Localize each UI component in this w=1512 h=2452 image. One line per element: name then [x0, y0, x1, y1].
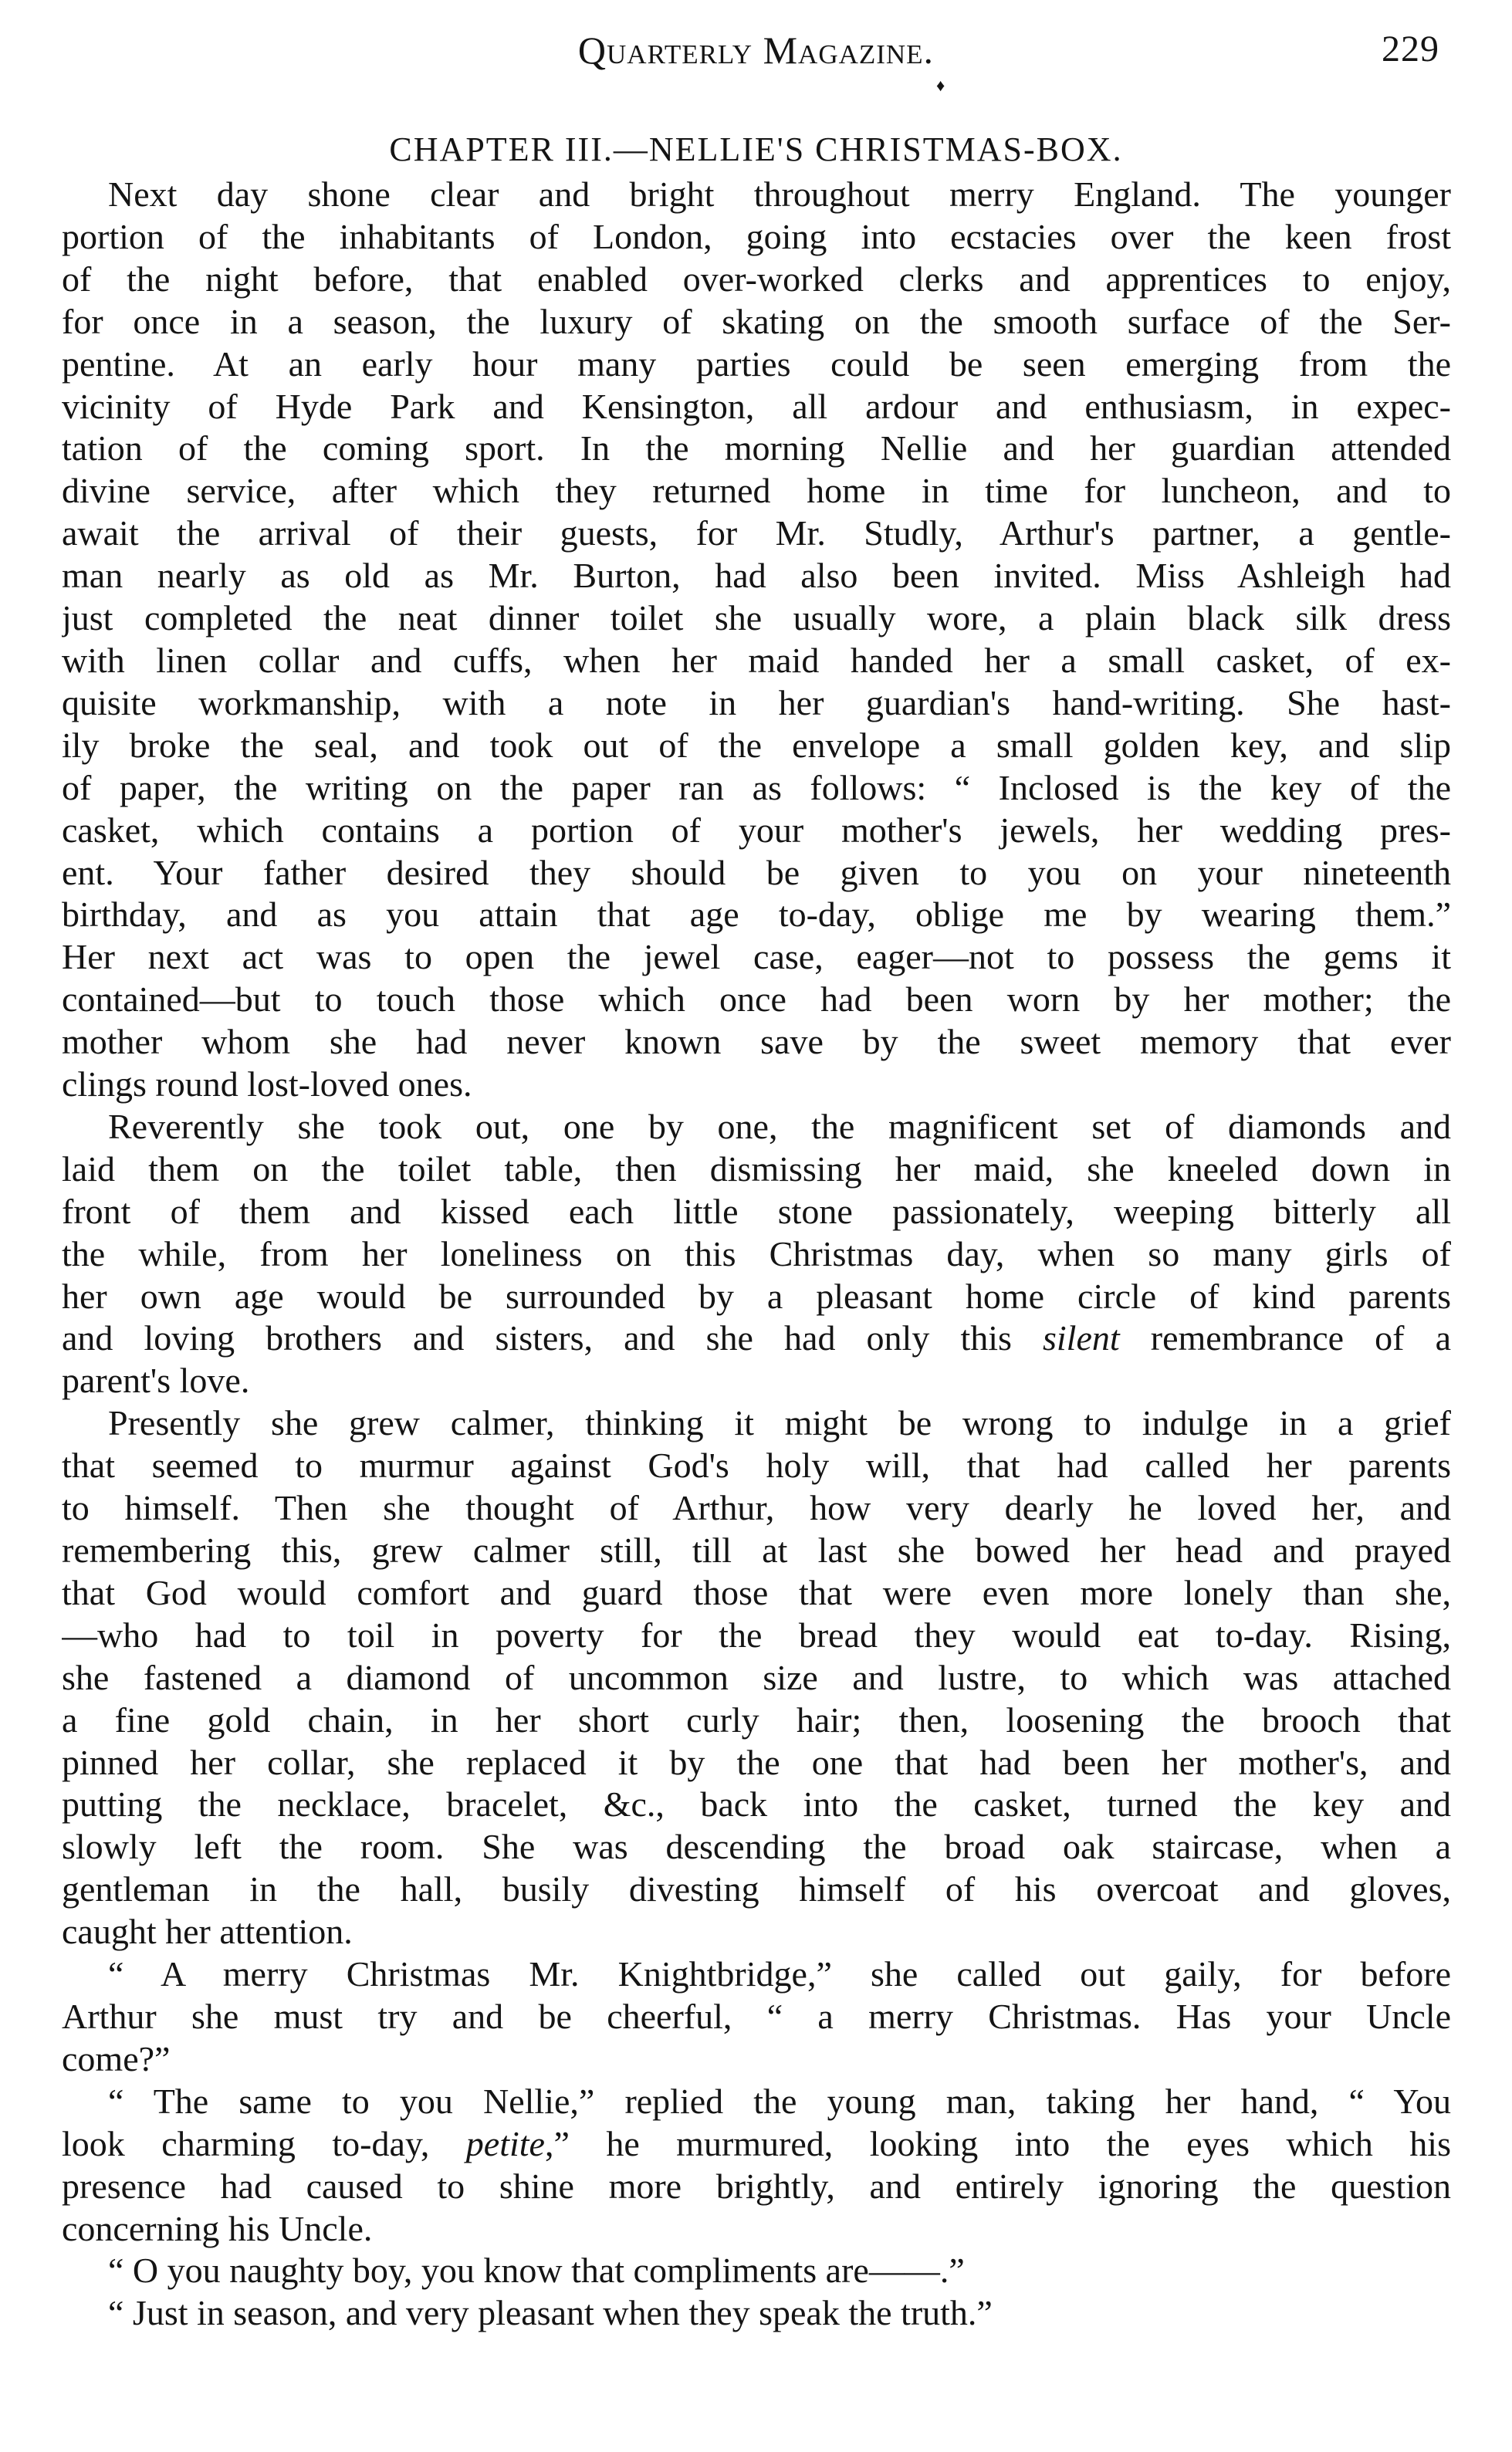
text-line: Next day shone clear and bright throughout merry England. The younger: [108, 174, 1451, 214]
text-line: front of them and kissed each little stone passionately, weeping bitterly all: [62, 1191, 1451, 1231]
text-line: concerning his Uncle.: [62, 2208, 373, 2248]
text-line: clings round lost-loved ones.: [62, 1064, 472, 1104]
text-line: gentleman in the hall, busily divesting himself of his overcoat and gloves,: [62, 1869, 1451, 1909]
text-line: tation of the coming sport. In the morning Nellie and her guardian attended: [62, 428, 1451, 468]
text-run: remembrance of a: [1119, 1318, 1451, 1358]
paragraph-4: [62, 1953, 1451, 2081]
text-line: laid them on the toilet table, then dismissing her maid, she kneeled down in: [62, 1148, 1451, 1189]
text-line: to himself. Then she thought of Arthur, how very dearly he loved her, and: [62, 1488, 1451, 1528]
text-line: slowly left the room. She was descending the broad oak staircase, when a: [62, 1827, 1451, 1867]
chapter-heading: CHAPTER III.—NELLIE'S CHRISTMAS-BOX.: [389, 130, 1123, 168]
paragraph-5: [62, 2081, 1451, 2251]
text-line: casket, which contains a portion of your mother's jewels, her wedding pres-: [62, 810, 1451, 850]
text-line: with linen collar and cuffs, when her maid handed her a small casket, of ex-: [62, 640, 1451, 680]
text-line: Arthur she must try and be cheerful, “ a merry Christmas. Has your Uncle: [62, 1996, 1451, 2036]
paragraph-7: [62, 2292, 1451, 2335]
text-run: and loving brothers and sisters, and she had only this: [62, 1318, 1043, 1358]
text-line: come?”: [62, 2038, 171, 2078]
text-line: “ The same to you Nellie,” replied the young man, taking her hand, “ You: [108, 2081, 1451, 2121]
text-line: remembering this, grew calmer still, till at last she bowed her head and prayed: [62, 1530, 1451, 1570]
emphasized-word: petite: [465, 2123, 545, 2163]
text-line: pinned her collar, she replaced it by the one that had been her mother's, and: [62, 1742, 1451, 1782]
text-line: mother whom she had never known save by the sweet memory that ever: [62, 1022, 1451, 1062]
body-text: [62, 174, 1451, 2335]
text-run: look charming to-day,: [62, 2123, 466, 2163]
paragraph-2: [62, 1106, 1451, 1402]
paragraph-1: [62, 174, 1451, 1106]
text-line: quisite workmanship, with a note in her guardian's hand-writing. She hast-: [62, 682, 1451, 722]
text-line: that God would comfort and guard those that were even more lonely than she,: [62, 1572, 1451, 1612]
text-line: presence had caused to shine more brightly, and entirely ignoring the question: [62, 2166, 1451, 2206]
running-head: [62, 28, 1450, 90]
text-line: parent's love.: [62, 1361, 250, 1401]
text-line: that seemed to murmur against God's holy will, that had called her parents: [62, 1446, 1451, 1486]
text-line: Reverently she took out, one by one, the magnificent set of diamonds and: [108, 1106, 1451, 1146]
paragraph-6: [62, 2250, 1451, 2292]
text-line: portion of the inhabitants of London, going into ecstacies over the keen frost: [62, 216, 1451, 256]
text-line: ent. Your father desired they should be given to you on your nineteenth: [62, 852, 1451, 892]
text-line: divine service, after which they returned home in time for luncheon, and to: [62, 471, 1451, 511]
text-line: her own age would be surrounded by a pleasant home circle of kind parents: [62, 1276, 1451, 1316]
text-line: of the night before, that enabled over-worked clerks and apprentices to enjoy,: [62, 259, 1451, 299]
text-line: “ Just in season, and very pleasant when they speak the truth.”: [108, 2293, 993, 2333]
paragraph-3: [62, 1402, 1451, 1953]
text-line: Her next act was to open the jewel case, eager—not to possess the gems it: [62, 937, 1451, 977]
text-line: putting the necklace, bracelet, &c., back into the casket, turned the key and: [62, 1784, 1451, 1825]
text-line: contained—but to touch those which once had been worn by her mother; the: [62, 979, 1451, 1020]
text-run: ,” he murmured, looking into the eyes which his: [544, 2123, 1451, 2163]
text-line-with-emphasis: [62, 1317, 1451, 1360]
text-line: the while, from her loneliness on this Christmas day, when so many girls of: [62, 1233, 1451, 1273]
text-line: pentine. At an early hour many parties could be seen emerging from the: [62, 343, 1451, 384]
text-line: await the arrival of their guests, for Mr. Studly, Arthur's partner, a gentle-: [62, 513, 1451, 553]
text-line: Presently she grew calmer, thinking it might be wrong to indulge in a grief: [108, 1403, 1451, 1443]
text-line: birthday, and as you attain that age to-day, oblige me by wearing them.”: [62, 895, 1451, 935]
text-line: just completed the neat dinner toilet she usually wore, a plain black silk dress: [62, 598, 1451, 638]
text-line: “ A merry Christmas Mr. Knightbridge,” she called out gaily, for before: [108, 1954, 1451, 1994]
running-title: Quarterly Magazine.: [577, 29, 935, 72]
text-line: she fastened a diamond of uncommon size and lustre, to which was attached: [62, 1657, 1451, 1697]
text-line: —who had to toil in poverty for the bread they would eat to-day. Rising,: [62, 1615, 1451, 1655]
text-line: of paper, the writing on the paper ran as follows: “ Inclosed is the key of the: [62, 767, 1451, 807]
emphasized-word: silent: [1043, 1318, 1120, 1358]
text-line: for once in a season, the luxury of skating on the smooth surface of the Ser-: [62, 301, 1451, 341]
text-line: ily broke the seal, and took out of the envelope a small golden key, and slip: [62, 725, 1451, 765]
text-line: “ O you naughty boy, you know that compliments are——.”: [108, 2251, 965, 2291]
text-line: a fine gold chain, in her short curly hair; then, loosening the brooch that: [62, 1699, 1451, 1740]
ornament-mark: ♦: [936, 76, 945, 95]
page-number: 229: [1382, 29, 1439, 69]
text-line: man nearly as old as Mr. Burton, had also been invited. Miss Ashleigh had: [62, 556, 1451, 596]
text-line: caught her attention.: [62, 1912, 353, 1952]
text-line: vicinity of Hyde Park and Kensington, all ardour and enthusiasm, in expec-: [62, 386, 1451, 426]
text-line-with-emphasis: [62, 2123, 1451, 2166]
